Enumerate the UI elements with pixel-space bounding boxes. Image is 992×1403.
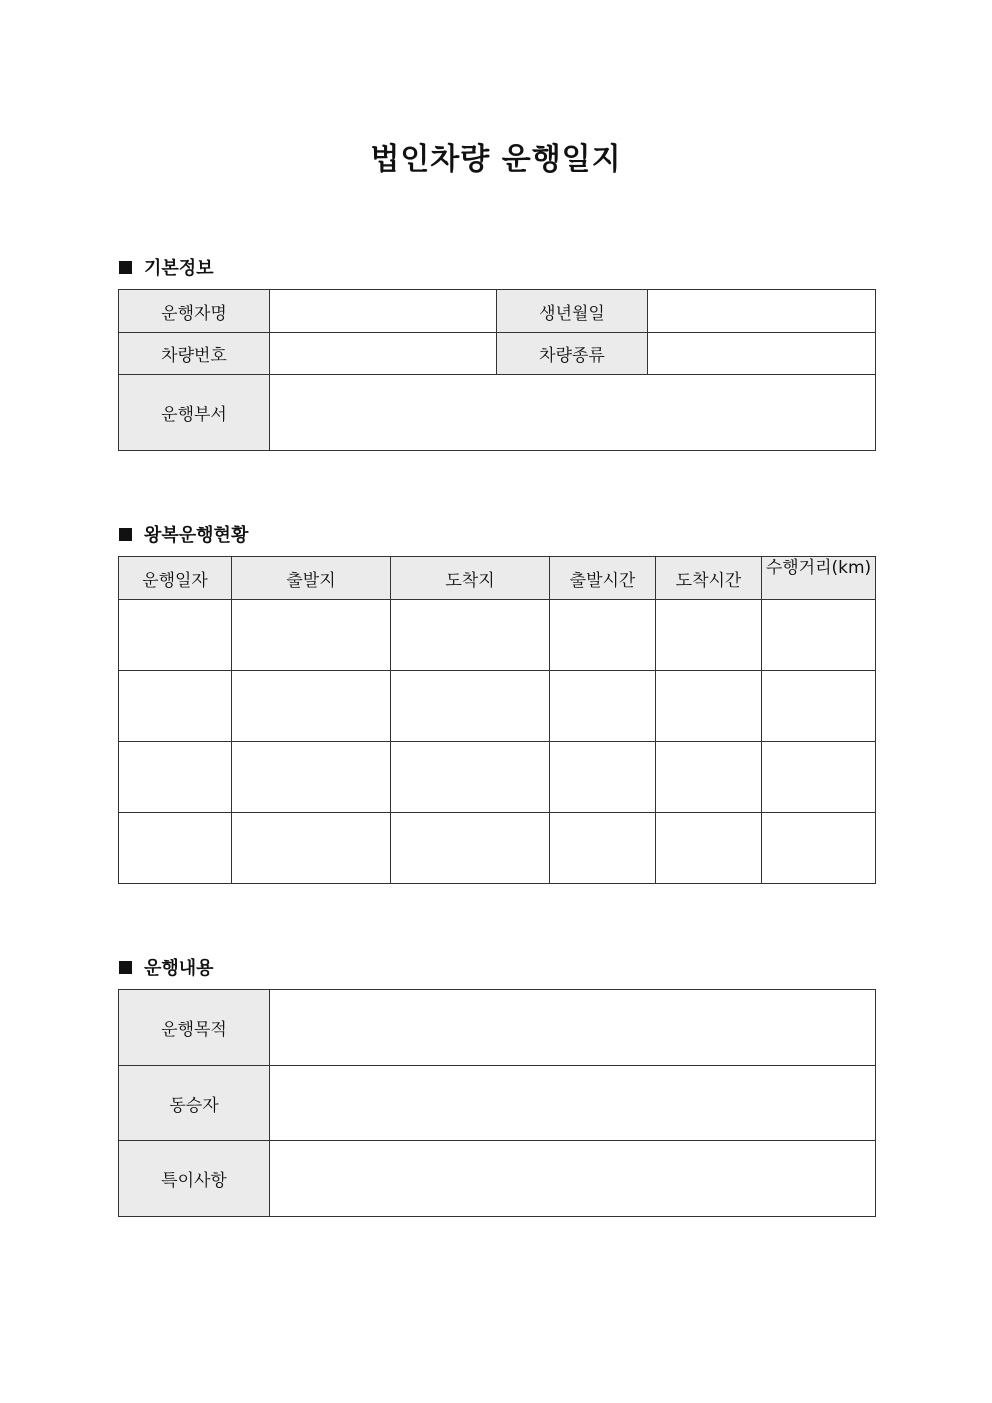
table-row [119, 742, 876, 813]
passenger-label: 동승자 [119, 1066, 270, 1141]
birth-date-field[interactable] [648, 290, 876, 333]
trip-arrival-cell[interactable] [656, 671, 762, 742]
passenger-field[interactable] [270, 1066, 876, 1141]
plate-number-field[interactable] [270, 333, 497, 375]
vehicle-type-label: 차량종류 [497, 333, 648, 375]
department-label: 운행부서 [119, 375, 270, 451]
purpose-field[interactable] [270, 990, 876, 1066]
col-header-destination: 도착지 [391, 557, 550, 600]
trip-origin-cell[interactable] [232, 671, 391, 742]
department-field[interactable] [270, 375, 876, 451]
purpose-label: 운행목적 [119, 990, 270, 1066]
trip-departure-cell[interactable] [550, 813, 656, 884]
trip-distance-cell[interactable] [762, 742, 876, 813]
page-title: 법인차량 운행일지 [370, 142, 622, 177]
section-basic-title: 기본정보 [144, 258, 214, 279]
notes-field[interactable] [270, 1141, 876, 1217]
trip-date-cell[interactable] [119, 671, 232, 742]
trip-arrival-cell[interactable] [656, 742, 762, 813]
square-bullet-icon [119, 961, 132, 974]
trip-origin-cell[interactable] [232, 600, 391, 671]
trip-arrival-cell[interactable] [656, 813, 762, 884]
section-basic-heading [119, 254, 214, 280]
birth-date-label: 생년월일 [497, 290, 648, 333]
trip-date-cell[interactable] [119, 742, 232, 813]
square-bullet-icon [119, 528, 132, 541]
col-header-distance: 수행거리(km) [762, 557, 876, 600]
table-row [119, 671, 876, 742]
trip-date-cell[interactable] [119, 600, 232, 671]
details-table [118, 989, 876, 1217]
trip-date-cell[interactable] [119, 813, 232, 884]
vehicle-type-field[interactable] [648, 333, 876, 375]
col-header-arrival-time: 도착시간 [656, 557, 762, 600]
section-details-heading [119, 954, 214, 980]
square-bullet-icon [119, 261, 132, 274]
plate-number-label: 차량번호 [119, 333, 270, 375]
trip-origin-cell[interactable] [232, 742, 391, 813]
section-trips-heading [119, 521, 248, 547]
col-header-date: 운행일자 [119, 557, 232, 600]
trip-departure-cell[interactable] [550, 742, 656, 813]
driver-name-label: 운행자명 [119, 290, 270, 333]
trip-distance-cell[interactable] [762, 600, 876, 671]
trip-origin-cell[interactable] [232, 813, 391, 884]
notes-label: 특이사항 [119, 1141, 270, 1217]
table-row [119, 813, 876, 884]
col-header-departure-time: 출발시간 [550, 557, 656, 600]
section-details-title: 운행내용 [144, 958, 214, 979]
trip-destination-cell[interactable] [391, 813, 550, 884]
trip-destination-cell[interactable] [391, 742, 550, 813]
trip-arrival-cell[interactable] [656, 600, 762, 671]
trip-destination-cell[interactable] [391, 671, 550, 742]
trip-departure-cell[interactable] [550, 671, 656, 742]
trip-distance-cell[interactable] [762, 671, 876, 742]
section-trips-title: 왕복운행현황 [144, 525, 249, 546]
basic-info-table [118, 289, 876, 451]
trips-table [118, 556, 876, 884]
trip-destination-cell[interactable] [391, 600, 550, 671]
table-row [119, 600, 876, 671]
driver-name-field[interactable] [270, 290, 497, 333]
col-header-origin: 출발지 [232, 557, 391, 600]
trip-departure-cell[interactable] [550, 600, 656, 671]
trip-distance-cell[interactable] [762, 813, 876, 884]
